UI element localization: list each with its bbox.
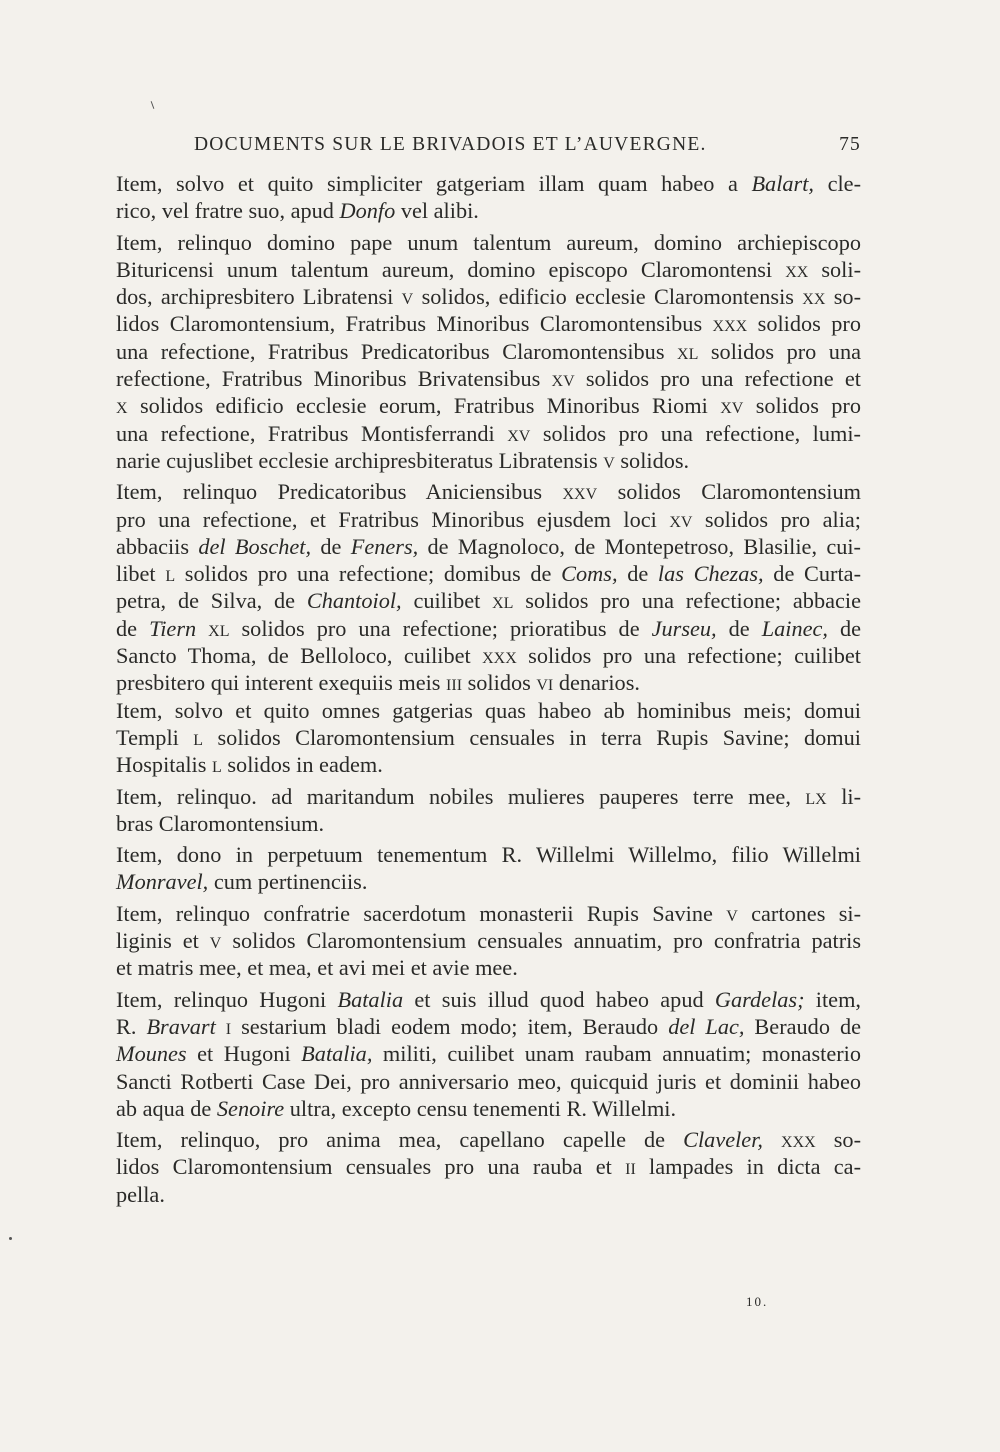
text-line: Bituricensi unum talentum aureum, domino episcopo Claromontensi xx soli- bbox=[116, 256, 861, 282]
text-line: Templi l solidos Claromontensium censuales in terra Rupis Savine; domui bbox=[116, 724, 861, 750]
text-line: Item, relinquo, pro anima mea, capellano capelle de Claveler, xxx so- bbox=[116, 1127, 862, 1153]
text-line: Item, relinquo confratrie sacerdotum monasterii Rupis Savine v cartones si- bbox=[116, 900, 861, 926]
text-line: Item, relinquo. ad maritandum nobiles mulieres pauperes terre mee, lx li- bbox=[116, 783, 862, 809]
text-line: una refectione, Fratribus Predicatoribus Claromontensibus xl solidos pro una bbox=[116, 338, 861, 364]
text-line: refectione, Fratribus Minoribus Brivatensibus xv solidos pro una refectione et bbox=[116, 366, 861, 392]
paragraph bbox=[116, 478, 861, 696]
paragraph bbox=[116, 697, 861, 779]
page-header bbox=[116, 134, 861, 160]
paper-speck bbox=[9, 1237, 12, 1240]
page-body bbox=[116, 170, 861, 1208]
paragraph bbox=[116, 229, 861, 475]
text-line: bras Claromontensium. bbox=[116, 810, 325, 836]
text-line: Item, relinquo Hugoni Batalia et suis illud quod habeo apud Gardelas; item, bbox=[116, 986, 861, 1012]
text-line: narie cujuslibet ecclesie archipresbiteratus Libratensis v solidos. bbox=[116, 447, 690, 473]
text-line: dos, archipresbitero Libratensi v solidos, edificio ecclesie Claromontensis xx so- bbox=[116, 284, 861, 310]
text-line: pro una refectione, et Fratribus Minoribus ejusdem loci xv solidos pro alia; bbox=[116, 506, 861, 532]
text-line: Sancto Thoma, de Belloloco, cuilibet xxx solidos pro una refectione; cuilibet bbox=[116, 643, 861, 669]
paragraph bbox=[116, 986, 861, 1122]
text-line: Item, dono in perpetuum tenementum R. Willelmi Willelmo, filio Willelmi bbox=[116, 842, 861, 868]
paragraph bbox=[116, 170, 861, 225]
text-line: Mounes et Hugoni Batalia, militi, cuilibet unam raubam annuatim; monasterio bbox=[116, 1041, 861, 1067]
paragraph bbox=[116, 900, 861, 982]
text-line: pella. bbox=[116, 1181, 165, 1207]
text-line: R. Bravart i sestarium bladi eodem modo; item, Beraudo del Lac, Beraudo de bbox=[116, 1013, 861, 1039]
text-line: Monravel, cum pertinenciis. bbox=[116, 869, 368, 895]
signature-mark: 10. bbox=[746, 1294, 769, 1309]
text-line: una refectione, Fratribus Montisferrandi xv solidos pro una refectione, lumi- bbox=[116, 420, 861, 446]
text-line: Item, solvo et quito simpliciter gatgeriam illam quam habeo a Balart, cle- bbox=[116, 171, 861, 196]
text-line: petra, de Silva, de Chantoiol, cuilibet xl solidos pro una refectione; abbacie bbox=[116, 588, 861, 614]
running-title: DOCUMENTS SUR LE BRIVADOIS ET L’AUVERGNE. bbox=[194, 134, 707, 155]
text-line: et matris mee, et mea, et avi mei et avie mee. bbox=[116, 955, 518, 981]
text-line: rico, vel fratre suo, apud Donfo vel alibi. bbox=[116, 198, 479, 224]
text-line: presbitero qui interent exequiis meis iii solidos vi denarios. bbox=[116, 670, 640, 696]
text-line: x solidos edificio ecclesie eorum, Fratribus Minoribus Riomi xv solidos pro bbox=[116, 393, 861, 419]
text-line: ab aqua de Senoire ultra, excepto censu tenementi R. Willelmi. bbox=[116, 1095, 677, 1121]
paragraph bbox=[116, 841, 861, 896]
text-line: abbaciis del Boschet, de Feners, de Magnoloco, de Montepetroso, Blasilie, cui- bbox=[116, 533, 861, 559]
text-line: lidos Claromontensium censuales pro una rauba et ii lampades in dicta ca- bbox=[116, 1154, 862, 1180]
text-line: Sancti Rotberti Case Dei, pro anniversario meo, quicquid juris et dominii habeo bbox=[116, 1068, 861, 1094]
paragraph bbox=[116, 783, 861, 838]
text-line: Item, relinquo domino pape unum talentum aureum, domino archiepiscopo bbox=[116, 229, 861, 255]
text-line: Item, solvo et quito omnes gatgerias quas habeo ab hominibus meis; domui bbox=[116, 697, 861, 723]
text-line: Hospitalis l solidos in eadem. bbox=[116, 752, 383, 778]
text-line: liginis et v solidos Claromontensium censuales annuatim, pro confratria patris bbox=[116, 928, 862, 954]
text-line: de Tiern xl solidos pro una refectione; prioratibus de Jurseu, de Lainec, de bbox=[116, 615, 862, 641]
page-number: 75 bbox=[839, 134, 861, 155]
text-line: libet l solidos pro una refectione; domibus de Coms, de las Chezas, de Curta- bbox=[116, 561, 861, 587]
paragraph bbox=[116, 1126, 861, 1208]
paper-speck bbox=[151, 101, 155, 109]
text-line: Item, relinquo Predicatoribus Aniciensibus xxv solidos Claromontensium bbox=[116, 479, 861, 505]
text-line: lidos Claromontensium, Fratribus Minoribus Claromontensibus xxx solidos pro bbox=[116, 311, 861, 337]
